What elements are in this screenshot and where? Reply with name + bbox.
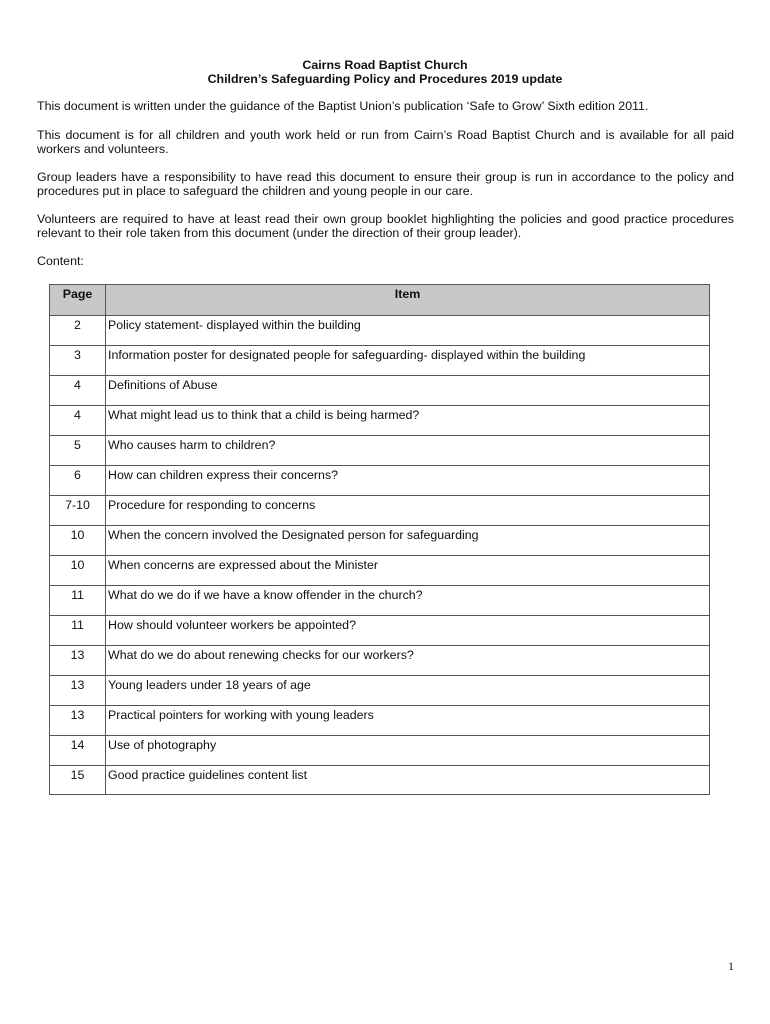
row-page: 13 xyxy=(50,676,106,706)
row-item: When concerns are expressed about the Minister xyxy=(106,556,710,586)
table-row xyxy=(50,316,710,346)
row-item: Use of photography xyxy=(106,736,710,766)
row-page: 10 xyxy=(50,556,106,586)
row-page: 3 xyxy=(50,346,106,376)
column-header-item: Item xyxy=(106,285,710,316)
row-item: Policy statement- displayed within the building xyxy=(106,316,710,346)
row-page: 10 xyxy=(50,526,106,556)
row-page: 14 xyxy=(50,736,106,766)
table-row xyxy=(50,766,710,795)
table-row xyxy=(50,496,710,526)
row-item: Practical pointers for working with young leaders xyxy=(106,706,710,736)
table-row xyxy=(50,406,710,436)
table-row xyxy=(50,646,710,676)
row-page: 15 xyxy=(50,766,106,795)
row-item: Information poster for designated people for safeguarding- displayed within the building xyxy=(106,346,710,376)
row-page: 6 xyxy=(50,466,106,496)
intro-paragraph-scope: This document is for all children and youth work held or run from Cairn’s Road Baptist Church and is available for all paid workers and volunteers. xyxy=(37,128,734,156)
table-row xyxy=(50,466,710,496)
intro-paragraph-volunteers: Volunteers are required to have at least read their own group booklet highlighting the policies and good practice procedures relevant to their role taken from this document (under the direction of their group leader). xyxy=(37,212,734,240)
row-page: 4 xyxy=(50,406,106,436)
row-item: Procedure for responding to concerns xyxy=(106,496,710,526)
row-item: Who causes harm to children? xyxy=(106,436,710,466)
row-item: Definitions of Abuse xyxy=(106,376,710,406)
table-row xyxy=(50,556,710,586)
row-page: 7-10 xyxy=(50,496,106,526)
document-title: Cairns Road Baptist Church xyxy=(302,58,468,72)
row-item: Young leaders under 18 years of age xyxy=(106,676,710,706)
table-row xyxy=(50,436,710,466)
table-row xyxy=(50,526,710,556)
row-item: Good practice guidelines content list xyxy=(106,766,710,795)
table-row xyxy=(50,346,710,376)
row-page: 11 xyxy=(50,586,106,616)
row-page: 4 xyxy=(50,376,106,406)
page-number: 1 xyxy=(728,959,734,973)
table-row xyxy=(50,376,710,406)
table-row xyxy=(50,676,710,706)
document-subtitle: Children’s Safeguarding Policy and Procedures 2019 update xyxy=(207,72,563,86)
table-row xyxy=(50,586,710,616)
table-row xyxy=(50,736,710,766)
table-header-row xyxy=(50,285,710,316)
content-label: Content: xyxy=(37,254,84,268)
row-item: What might lead us to think that a child is being harmed? xyxy=(106,406,710,436)
table-row xyxy=(50,706,710,736)
row-item: When the concern involved the Designated person for safeguarding xyxy=(106,526,710,556)
row-page: 13 xyxy=(50,706,106,736)
row-page: 2 xyxy=(50,316,106,346)
row-page: 13 xyxy=(50,646,106,676)
row-item: What do we do about renewing checks for our workers? xyxy=(106,646,710,676)
row-page: 5 xyxy=(50,436,106,466)
row-item: What do we do if we have a know offender in the church? xyxy=(106,586,710,616)
column-header-page: Page xyxy=(50,285,106,316)
intro-paragraph-guidance: This document is written under the guidance of the Baptist Union’s publication ‘Safe to Grow’ Sixth edition 2011. xyxy=(37,99,649,113)
row-item: How can children express their concerns? xyxy=(106,466,710,496)
row-item: How should volunteer workers be appointed? xyxy=(106,616,710,646)
row-page: 11 xyxy=(50,616,106,646)
table-row xyxy=(50,616,710,646)
intro-paragraph-leaders: Group leaders have a responsibility to have read this document to ensure their group is run in accordance to the policy and procedures put in place to safeguard the children and young people in our care. xyxy=(37,170,734,198)
contents-table xyxy=(49,284,710,795)
